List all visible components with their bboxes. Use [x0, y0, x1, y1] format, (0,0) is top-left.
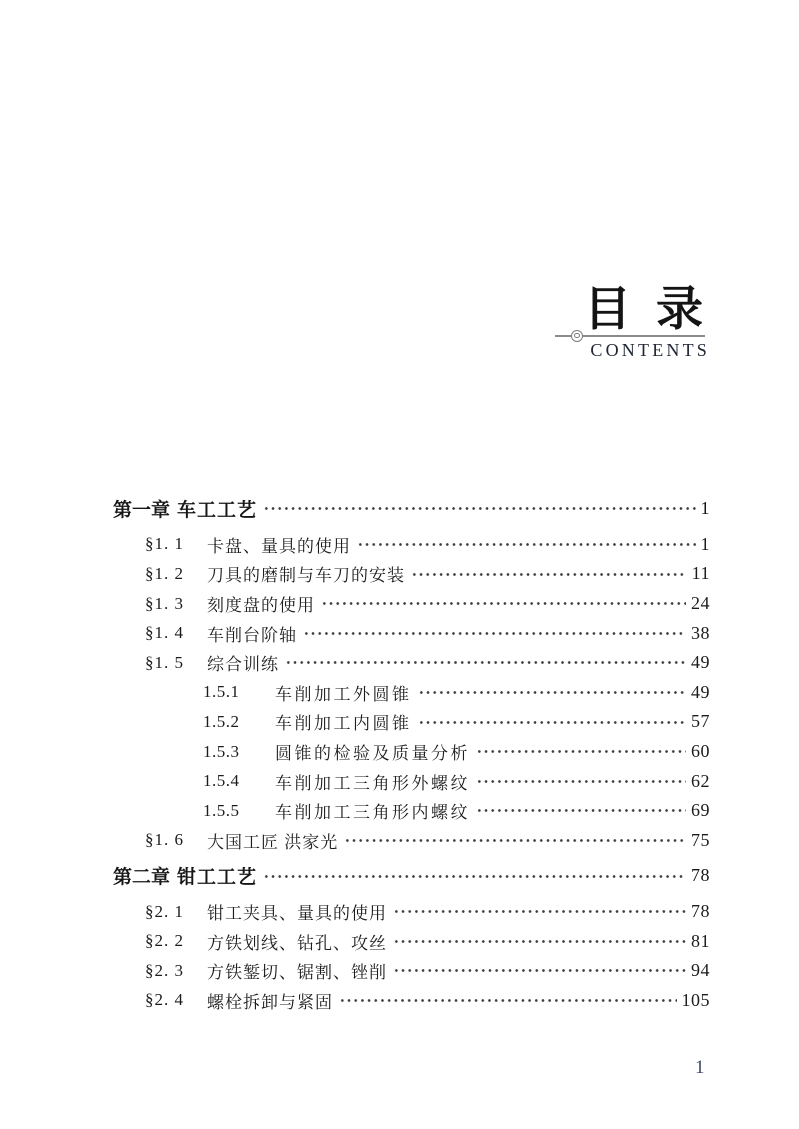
toc-subsection-row [113, 737, 710, 767]
dot-leader [418, 678, 687, 708]
entry-number: 1.5.5 [203, 800, 240, 820]
entry-page-number: 81 [691, 930, 710, 951]
entry-number: §2. 2 [145, 931, 184, 951]
entry-number: 1.5.2 [203, 711, 240, 731]
toc-list [113, 494, 710, 1015]
entry-number: §2. 1 [145, 901, 184, 921]
title-char-lu: 录 [656, 282, 703, 335]
entry-page-number: 62 [691, 770, 710, 791]
entry-page-number: 11 [691, 563, 710, 584]
dot-leader [476, 796, 686, 826]
entry-page-number: 24 [691, 593, 710, 614]
entry-title: 刻度盘的使用 [207, 596, 315, 616]
dot-leader [303, 618, 686, 648]
entry-title: 车削加工内圆锥 [275, 714, 412, 734]
entry-number: §1. 4 [145, 623, 184, 643]
dot-leader [393, 956, 686, 986]
dot-leader [393, 926, 686, 956]
entry-title: 方铁錾切、锯割、锉削 [207, 963, 387, 983]
dot-leader [263, 494, 695, 524]
dot-leader [418, 707, 687, 737]
entry-page-number: 105 [681, 989, 710, 1010]
toc-section-row [113, 618, 710, 648]
entry-page-number: 1 [700, 498, 710, 519]
dot-leader [393, 897, 686, 927]
entry-title: 车削加工三角形外螺纹 [275, 773, 470, 793]
dot-leader [476, 766, 686, 796]
entry-number: §1. 3 [145, 593, 184, 613]
toc-subsection-row [113, 766, 710, 796]
entry-number: 1.5.4 [203, 771, 240, 791]
dot-leader [357, 530, 696, 560]
title-char-mu: 目 [584, 282, 631, 335]
toc-chapter-row [113, 494, 710, 524]
dot-leader [285, 648, 686, 678]
entry-number: §1. 5 [145, 652, 184, 672]
entry-page-number: 94 [691, 960, 710, 981]
toc-section-row [113, 986, 710, 1016]
toc-section-row [113, 926, 710, 956]
entry-page-number: 75 [691, 829, 710, 850]
entry-number: 1.5.3 [203, 741, 240, 761]
entry-number: §1. 1 [145, 534, 184, 554]
double-circle-icon [571, 330, 583, 342]
entry-page-number: 49 [691, 681, 710, 702]
entry-title: 大国工匠 洪家光 [207, 832, 339, 852]
toc-subsection-row [113, 707, 710, 737]
dot-leader [339, 986, 677, 1016]
entry-page-number: 57 [691, 711, 710, 732]
toc-section-row [113, 530, 710, 560]
entry-title: 钳工夹具、量具的使用 [207, 904, 387, 924]
entry-number: 第一章 [113, 500, 171, 522]
rule-left-segment [555, 335, 571, 337]
entry-title: 车削加工外圆锥 [275, 684, 412, 704]
entry-title: 车工工艺 [177, 500, 258, 522]
toc-section-row [113, 648, 710, 678]
toc-section-row [113, 559, 710, 589]
toc-subsection-row [113, 678, 710, 708]
toc-section-row [113, 897, 710, 927]
entry-title: 钳工工艺 [177, 867, 258, 889]
entry-title: 车削台阶轴 [207, 625, 297, 645]
entry-page-number: 69 [691, 800, 710, 821]
entry-page-number: 38 [691, 622, 710, 643]
page-subtitle: CONTENTS [590, 340, 710, 360]
toc-chapter-row [113, 861, 710, 891]
entry-title: 螺栓拆卸与紧固 [207, 992, 333, 1012]
toc-subsection-row [113, 796, 710, 826]
entry-number: 第二章 [113, 867, 171, 889]
double-circle-inner-icon [574, 333, 580, 339]
entry-title: 圆锥的检验及质量分析 [275, 744, 470, 764]
entry-title: 综合训练 [207, 655, 279, 675]
dot-leader [263, 861, 686, 891]
entry-page-number: 78 [691, 901, 710, 922]
toc-section-row [113, 826, 710, 856]
entry-title: 卡盘、量具的使用 [207, 536, 351, 556]
dot-leader [321, 589, 686, 619]
page-title [584, 282, 703, 335]
rule-right-segment [583, 335, 705, 337]
entry-title: 刀具的磨制与车刀的安装 [207, 566, 405, 586]
entry-page-number: 1 [700, 533, 710, 554]
entry-number: §2. 4 [145, 990, 184, 1010]
dot-leader [344, 826, 686, 856]
entry-page-number: 78 [691, 865, 710, 886]
entry-number: §1. 2 [145, 563, 184, 583]
entry-title: 方铁划线、钻孔、攻丝 [207, 933, 387, 953]
entry-number: 1.5.1 [203, 682, 240, 702]
toc-section-row [113, 589, 710, 619]
entry-number: §2. 3 [145, 960, 184, 980]
folio-page-number: 1 [695, 1057, 705, 1078]
entry-number: §1. 6 [145, 830, 184, 850]
entry-title: 车削加工三角形内螺纹 [275, 803, 470, 823]
entry-page-number: 60 [691, 741, 710, 762]
toc-section-row [113, 956, 710, 986]
entry-page-number: 49 [691, 652, 710, 673]
dot-leader [476, 737, 686, 767]
dot-leader [411, 559, 687, 589]
